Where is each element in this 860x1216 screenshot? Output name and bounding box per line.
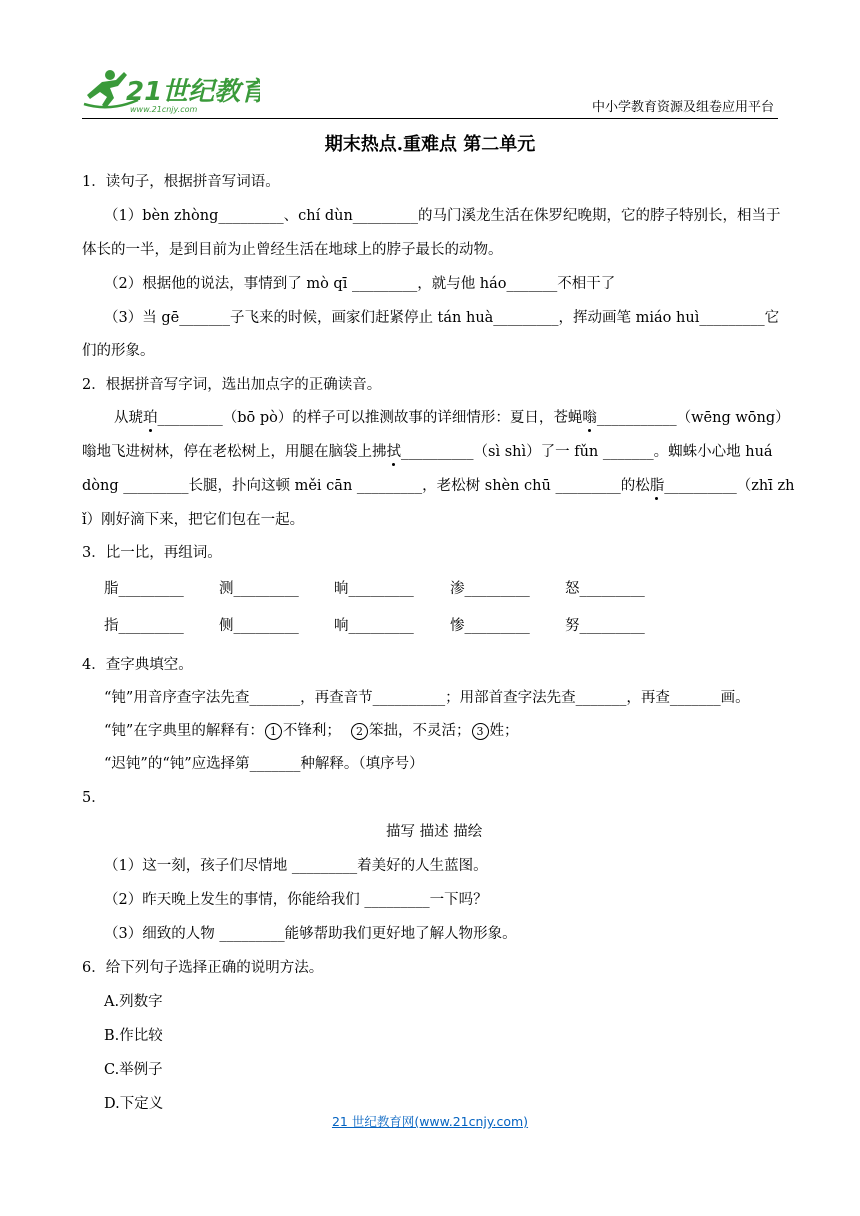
q5-stem: 5． bbox=[82, 790, 106, 806]
q6-option: B.作比较 bbox=[104, 1028, 163, 1044]
q2-line4: ǐ）刚好滴下来，把它们包在一起。 bbox=[82, 512, 305, 528]
q3-row2-cell: 响_________ bbox=[334, 618, 414, 634]
q3-row2-cell: 指_________ bbox=[104, 618, 184, 634]
q4-line2: “钝”在字典里的解释有： 1 不锋利； 2 笨拙，不灵活； 3 姓； bbox=[104, 723, 519, 739]
q1-line1: （1）bèn zhòng_________、chí dùn_________的马门溪龙生活在侏罗纪晚期，它的脖子特别长，相当于 bbox=[104, 208, 781, 224]
q4-stem: 4．查字典填空。 bbox=[82, 657, 193, 673]
q2-stem: 2．根据拼音写字词，选出加点字的正确读音。 bbox=[82, 377, 382, 393]
dotted-char: 珀 bbox=[143, 410, 158, 426]
q3-row1-cell: 渗_________ bbox=[450, 581, 530, 597]
q5-options: 描写 描述 描绘 bbox=[386, 824, 483, 840]
page-title: 期末热点.重难点 第二单元 bbox=[324, 134, 536, 155]
q1-line5: 们的形象。 bbox=[82, 343, 155, 359]
q4-line3: “迟钝”的“钝”应选择第_______种解释。（填序号） bbox=[104, 756, 424, 772]
q6-option: A.列数字 bbox=[104, 994, 163, 1010]
q3-row1-cell: 脂_________ bbox=[104, 581, 184, 597]
q4-line1: “钝”用音序查字法先查_______，再查音节__________；用部首查字法先查_______，再查_______画。 bbox=[104, 690, 750, 706]
q1-stem: 1．读句子，根据拼音写词语。 bbox=[82, 174, 280, 190]
circled-number: 3 bbox=[472, 723, 489, 740]
q6-option: C.举例子 bbox=[104, 1062, 163, 1078]
q3-row1-cell: 测_________ bbox=[219, 581, 299, 597]
dotted-char: 嗡 bbox=[582, 410, 597, 426]
circled-number: 1 bbox=[265, 723, 282, 740]
q5-line3: （3）细致的人物 _________能够帮助我们更好地了解人物形象。 bbox=[104, 926, 517, 942]
q3-row2-cell: 侧_________ bbox=[219, 618, 299, 634]
q6-option: D.下定义 bbox=[104, 1096, 164, 1112]
q1-line4: （3）当 gē_______子飞来的时候，画家们赶紧停止 tán huà_________，挥动画笔 miáo huì_________它 bbox=[104, 310, 780, 326]
header-tagline: 中小学教育资源及组卷应用平台 bbox=[591, 100, 774, 115]
dotted-char: 拭 bbox=[386, 444, 401, 460]
q1-line3: （2）根据他的说法，事情到了 mò qī _________，就与他 háo_______不相干了 bbox=[104, 276, 616, 292]
q2-line1: 从琥珀_________（bō pò）的样子可以推测故事的详细情形：夏日，苍蝇嗡___________（wēng wōng） bbox=[114, 410, 790, 426]
q2-line3: dòng _________长腿，扑向这顿 měi cān _________，老松树 shèn chū _________的松脂__________（zhī zh bbox=[82, 478, 795, 494]
q2-line2: 嗡地飞进树林，停在老松树上，用腿在脑袋上拂拭__________（sì shì）了一 fǔn _______。蜘蛛小心地 huá bbox=[82, 444, 773, 460]
q3-stem: 3．比一比，再组词。 bbox=[82, 545, 222, 561]
logo-url: www.21cnjy.com bbox=[130, 105, 198, 114]
header-divider bbox=[82, 118, 778, 119]
q1-line2: 体长的一半，是到目前为止曾经生活在地球上的脖子最长的动物。 bbox=[82, 242, 503, 258]
q3-row2-cell: 努_________ bbox=[565, 618, 645, 634]
circled-number: 2 bbox=[351, 723, 368, 740]
q3-row1-cell: 怒_________ bbox=[565, 581, 645, 597]
site-logo bbox=[80, 66, 260, 116]
footer-link[interactable]: 21 世纪教育网(www.21cnjy.com) bbox=[331, 1114, 529, 1129]
q3-row1-cell: 晌_________ bbox=[334, 581, 414, 597]
q3-row2-cell: 惨_________ bbox=[450, 618, 530, 634]
q5-line2: （2）昨天晚上发生的事情，你能给我们 _________一下吗？ bbox=[104, 892, 488, 908]
logo-text: 21世纪教育 bbox=[126, 77, 260, 107]
dotted-char: 脂 bbox=[649, 478, 665, 494]
q6-stem: 6．给下列句子选择正确的说明方法。 bbox=[82, 960, 324, 976]
q5-line1: （1）这一刻，孩子们尽情地 _________着美好的人生蓝图。 bbox=[104, 858, 488, 874]
